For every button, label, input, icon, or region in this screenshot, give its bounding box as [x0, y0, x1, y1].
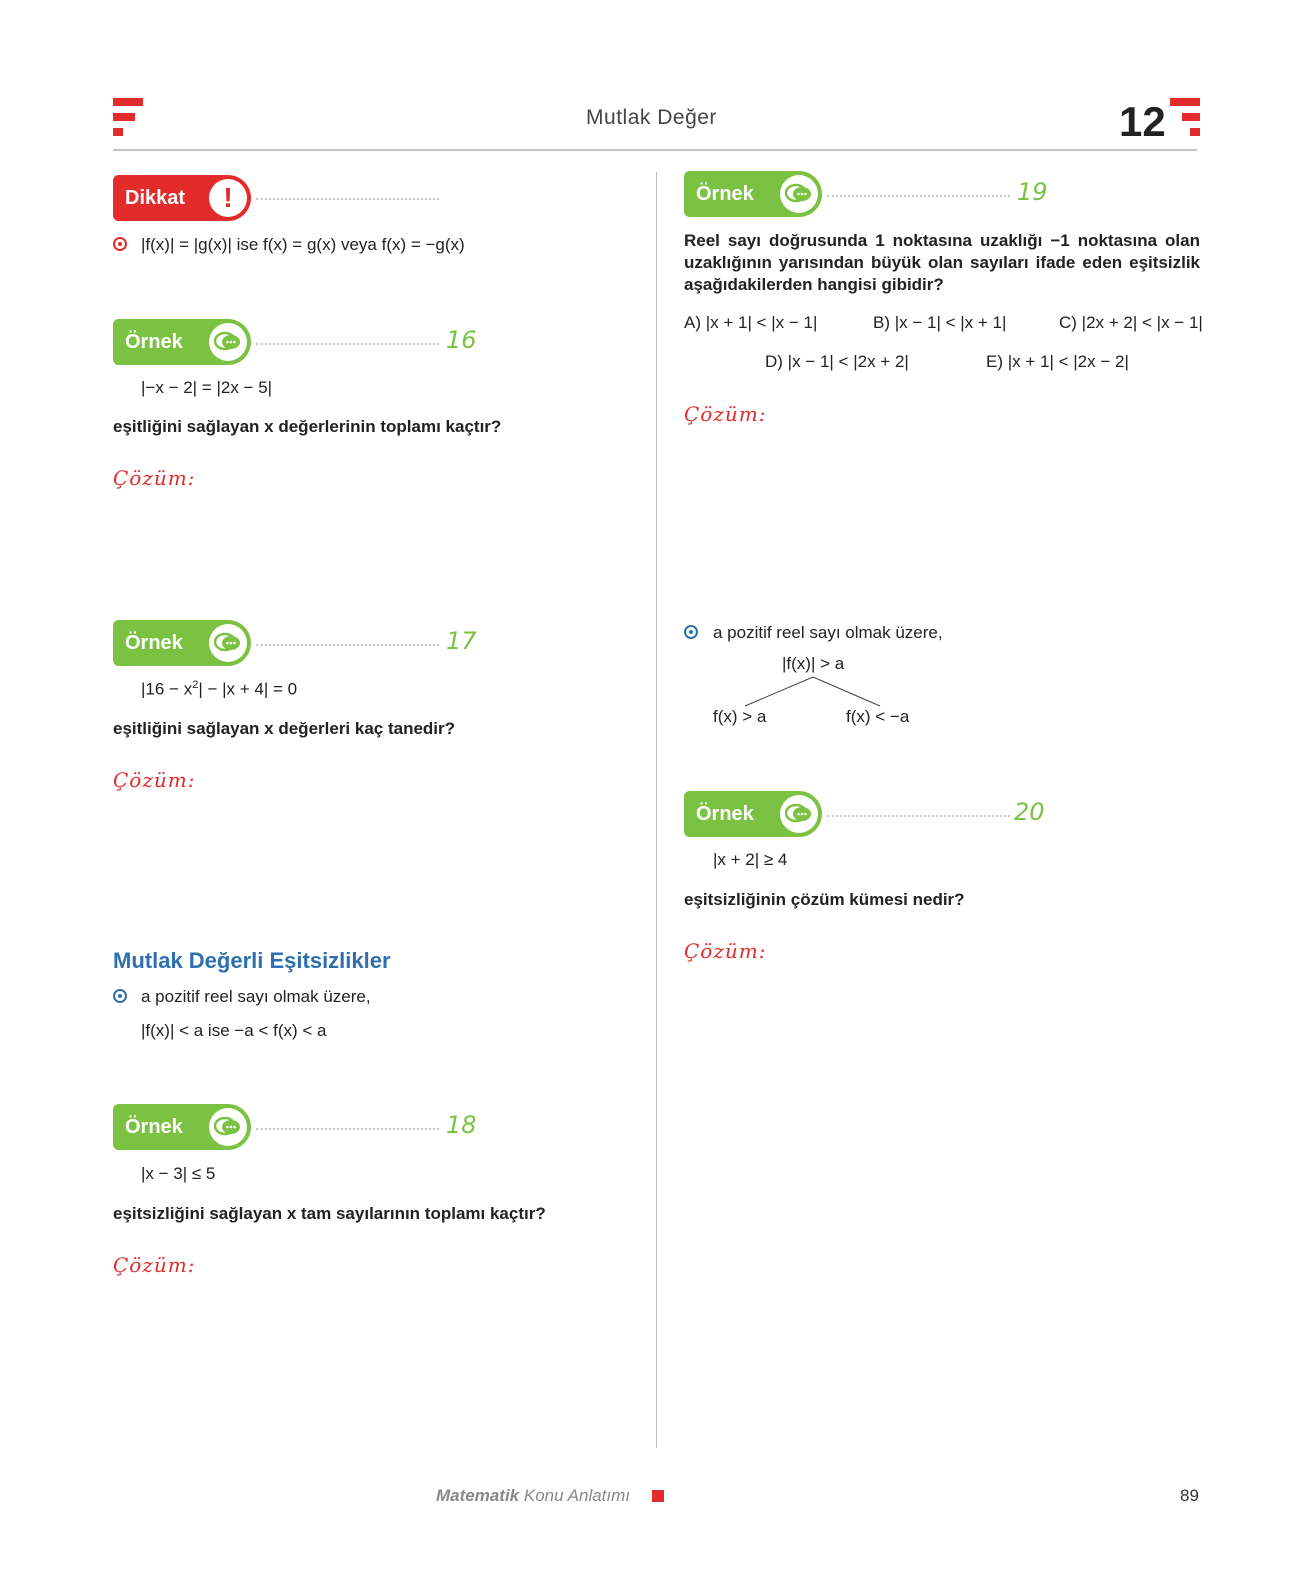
section-rule: |f(x)| < a ise −a < f(x) < a — [141, 1021, 327, 1040]
speech-bubble-icon — [780, 795, 818, 833]
example-label: Örnek — [696, 183, 754, 205]
speech-bubble-icon — [209, 323, 247, 361]
solution-label: Çözüm: — [113, 466, 196, 490]
rule-left-branch: f(x) > a — [713, 707, 767, 726]
column-divider — [656, 172, 657, 1448]
example-dotted-line — [256, 343, 439, 345]
example-number-20: 20 — [1014, 798, 1045, 826]
rule-right-branch: f(x) < −a — [846, 707, 910, 726]
target-bullet-icon — [113, 989, 127, 1003]
example-label: Örnek — [125, 632, 183, 654]
example-label: Örnek — [125, 331, 183, 353]
speech-bubble-icon — [209, 624, 247, 662]
chapter-number: 12 — [1119, 98, 1166, 145]
example-number-18: 18 — [446, 1111, 477, 1139]
option-a: A) |x + 1| < |x − 1| — [684, 313, 818, 332]
example-18-question: eşitsizliğini sağlayan x tam sayılarının toplamı kaçtır? — [113, 1204, 546, 1223]
example-16-equation: |−x − 2| = |2x − 5| — [141, 378, 273, 397]
example-20-question: eşitsizliğinin çözüm kümesi nedir? — [684, 890, 965, 909]
solution-label: Çözüm: — [113, 768, 196, 792]
section-bullet-text: a pozitif reel sayı olmak üzere, — [141, 987, 371, 1006]
example-17-question: eşitliğini sağlayan x değerleri kaç tanedir? — [113, 719, 456, 738]
solution-label: Çözüm: — [684, 939, 767, 963]
example-badge-18 — [113, 1104, 251, 1150]
option-b: B) |x − 1| < |x + 1| — [873, 313, 1007, 332]
example-number-19: 19 — [1017, 178, 1048, 206]
example-badge-16 — [113, 319, 251, 365]
option-d: D) |x − 1| < |2x + 2| — [765, 352, 909, 371]
example-number-16: 16 — [446, 326, 477, 354]
exclamation-icon: ! — [209, 179, 247, 217]
footer-square-icon — [652, 1490, 664, 1502]
dikkat-dotted-line — [256, 198, 439, 200]
example-dotted-line — [256, 644, 439, 646]
example-label: Örnek — [125, 1116, 183, 1138]
page-number: 89 — [1180, 1486, 1199, 1505]
example-17-equation: $|16 - x^2| - |x + 4| = 0$ — [141, 679, 298, 699]
dikkat-label: Dikkat — [125, 187, 186, 209]
header-divider — [113, 149, 1197, 151]
solution-label: Çözüm: — [113, 1253, 196, 1277]
example-dotted-line — [827, 195, 1010, 197]
example-badge-19 — [684, 171, 822, 217]
example-badge-17 — [113, 620, 251, 666]
option-c: C) |2x + 2| < |x − 1| — [1059, 313, 1203, 332]
speech-bubble-icon — [780, 175, 818, 213]
target-bullet-icon — [684, 625, 698, 639]
example-number-17: 17 — [446, 627, 477, 655]
footer-book-title: Matematik Konu Anlatımı — [436, 1486, 631, 1505]
target-bullet-icon — [113, 237, 127, 251]
rule-tree-lines — [740, 676, 890, 708]
dikkat-text: |f(x)| = |g(x)| ise f(x) = g(x) veya f(x) = −g(x) — [141, 235, 465, 254]
option-e: E) |x + 1| < |2x − 2| — [986, 352, 1129, 371]
page-title: Mutlak Değer — [586, 106, 717, 129]
rule-bullet-text: a pozitif reel sayı olmak üzere, — [713, 623, 943, 642]
example-19-question: Reel sayı doğrusunda 1 noktasına uzaklığı −1 noktasına olan uzaklığının yarısından büyük olan sayıları ifade eden eşitsizlik aşağıdakilerden hangisi gibidir? — [684, 231, 1200, 294]
example-dotted-line — [256, 1128, 439, 1130]
rule-top: |f(x)| > a — [782, 654, 845, 673]
example-16-question: eşitliğini sağlayan x değerlerinin toplamı kaçtır? — [113, 417, 502, 436]
solution-label: Çözüm: — [684, 402, 767, 426]
example-badge-20 — [684, 791, 822, 837]
example-18-equation: |x − 3| ≤ 5 — [141, 1164, 216, 1183]
example-label: Örnek — [696, 803, 754, 825]
dikkat-badge — [113, 175, 251, 221]
example-dotted-line — [827, 815, 1010, 817]
section-title: Mutlak Değerli Eşitsizlikler — [113, 948, 391, 973]
speech-bubble-icon — [209, 1108, 247, 1146]
example-20-equation: |x + 2| ≥ 4 — [713, 850, 788, 869]
